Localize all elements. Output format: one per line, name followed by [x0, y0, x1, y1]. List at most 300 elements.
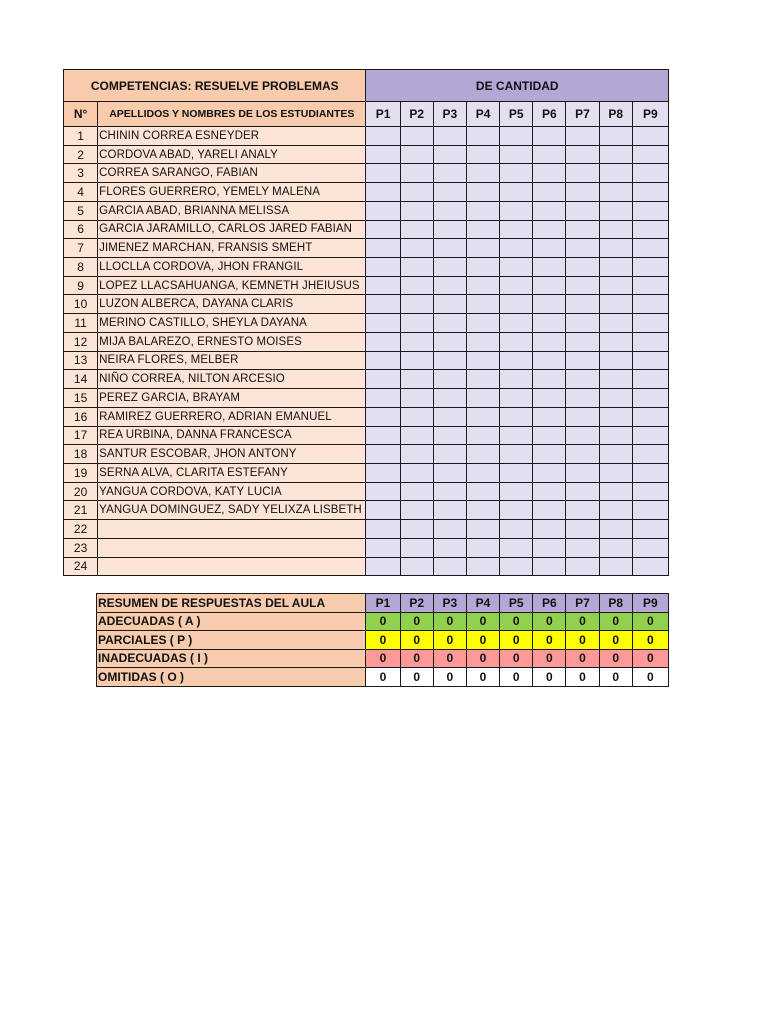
- answer-cell-p8[interactable]: [599, 201, 632, 220]
- student-name: REA URBINA, DANNA FRANCESCA: [98, 426, 366, 445]
- answer-cell-p8[interactable]: [599, 407, 632, 426]
- answer-cell-p6[interactable]: [533, 445, 566, 464]
- answer-cell-p5[interactable]: [500, 145, 533, 164]
- answer-cell-p5[interactable]: [500, 370, 533, 389]
- summary-row: [97, 612, 669, 631]
- answer-cell-p9[interactable]: [632, 351, 668, 370]
- summary-row: [97, 649, 669, 668]
- answer-cell-p6[interactable]: [533, 426, 566, 445]
- summary-count-p2: 0: [400, 649, 433, 668]
- answer-cell-p1[interactable]: [366, 145, 400, 164]
- answer-cell-p4[interactable]: [466, 501, 499, 520]
- summary-count-p2: 0: [400, 612, 433, 631]
- answer-cell-p1[interactable]: [366, 389, 400, 408]
- summary-question-header-6: P6: [533, 594, 566, 613]
- answer-cell-p6[interactable]: [533, 389, 566, 408]
- answer-cell-p5[interactable]: [500, 520, 533, 539]
- answer-cell-p5[interactable]: [500, 482, 533, 501]
- answer-cell-p7[interactable]: [566, 426, 599, 445]
- question-header-1: P1: [366, 102, 400, 127]
- student-row: [64, 295, 669, 314]
- answer-cell-p7[interactable]: [566, 407, 599, 426]
- answer-cell-p8[interactable]: [599, 482, 632, 501]
- summary-table: [96, 593, 669, 687]
- student-number: 15: [64, 389, 98, 408]
- answer-cell-p8[interactable]: [599, 239, 632, 258]
- answer-cell-p7[interactable]: [566, 351, 599, 370]
- answer-cell-p6[interactable]: [533, 276, 566, 295]
- summary-count-p8: 0: [599, 649, 632, 668]
- answer-cell-p7[interactable]: [566, 239, 599, 258]
- answer-cell-p3[interactable]: [433, 351, 466, 370]
- answer-cell-p7[interactable]: [566, 557, 599, 576]
- answer-cell-p1[interactable]: [366, 370, 400, 389]
- answer-cell-p1[interactable]: [366, 557, 400, 576]
- answer-cell-p5[interactable]: [500, 538, 533, 557]
- answer-cell-p7[interactable]: [566, 463, 599, 482]
- student-name: GARCIA ABAD, BRIANNA MELISSA: [98, 201, 366, 220]
- answer-cell-p1[interactable]: [366, 127, 400, 146]
- answer-cell-p5[interactable]: [500, 276, 533, 295]
- answer-cell-p5[interactable]: [500, 407, 533, 426]
- student-row: [64, 407, 669, 426]
- answer-cell-p7[interactable]: [566, 538, 599, 557]
- answer-cell-p7[interactable]: [566, 389, 599, 408]
- question-header-9: P9: [632, 102, 668, 127]
- answer-cell-p9[interactable]: [632, 258, 668, 277]
- answer-cell-p8[interactable]: [599, 426, 632, 445]
- answer-cell-p5[interactable]: [500, 332, 533, 351]
- answer-cell-p8[interactable]: [599, 557, 632, 576]
- answer-cell-p6[interactable]: [533, 407, 566, 426]
- answer-cell-p3[interactable]: [433, 145, 466, 164]
- answer-cell-p9[interactable]: [632, 314, 668, 333]
- student-number: 10: [64, 295, 98, 314]
- answer-cell-p7[interactable]: [566, 332, 599, 351]
- answer-cell-p2[interactable]: [400, 220, 433, 239]
- answer-cell-p6[interactable]: [533, 220, 566, 239]
- answer-cell-p4[interactable]: [466, 145, 499, 164]
- answer-cell-p5[interactable]: [500, 314, 533, 333]
- answer-cell-p2[interactable]: [400, 520, 433, 539]
- answer-cell-p4[interactable]: [466, 538, 499, 557]
- student-name: RAMIREZ GUERRERO, ADRIAN EMANUEL: [98, 407, 366, 426]
- answer-cell-p7[interactable]: [566, 145, 599, 164]
- summary-count-p3: 0: [433, 668, 466, 687]
- summary-count-p1: 0: [366, 668, 400, 687]
- summary-count-p8: 0: [599, 668, 632, 687]
- summary-count-p9: 0: [632, 631, 668, 650]
- answer-cell-p7[interactable]: [566, 501, 599, 520]
- answer-cell-p5[interactable]: [500, 351, 533, 370]
- student-number: 17: [64, 426, 98, 445]
- answer-cell-p5[interactable]: [500, 295, 533, 314]
- answer-cell-p4[interactable]: [466, 276, 499, 295]
- answer-cell-p2[interactable]: [400, 557, 433, 576]
- answer-cell-p8[interactable]: [599, 332, 632, 351]
- student-name: PEREZ GARCIA, BRAYAM: [98, 389, 366, 408]
- answer-cell-p1[interactable]: [366, 220, 400, 239]
- answer-cell-p8[interactable]: [599, 463, 632, 482]
- student-number: 6: [64, 220, 98, 239]
- answer-cell-p7[interactable]: [566, 127, 599, 146]
- answer-cell-p9[interactable]: [632, 164, 668, 183]
- answer-cell-p8[interactable]: [599, 501, 632, 520]
- answer-cell-p4[interactable]: [466, 183, 499, 202]
- summary-row: [97, 668, 669, 687]
- answer-cell-p7[interactable]: [566, 482, 599, 501]
- answer-cell-p8[interactable]: [599, 520, 632, 539]
- answer-cell-p7[interactable]: [566, 445, 599, 464]
- summary-count-p4: 0: [466, 668, 499, 687]
- answer-cell-p6[interactable]: [533, 370, 566, 389]
- summary-row-label: OMITIDAS ( O ): [97, 668, 366, 687]
- answer-cell-p6[interactable]: [533, 183, 566, 202]
- answer-cell-p4[interactable]: [466, 239, 499, 258]
- answer-cell-p1[interactable]: [366, 295, 400, 314]
- summary-count-p2: 0: [400, 668, 433, 687]
- answer-cell-p9[interactable]: [632, 183, 668, 202]
- answer-cell-p2[interactable]: [400, 314, 433, 333]
- answer-cell-p3[interactable]: [433, 445, 466, 464]
- student-row: [64, 183, 669, 202]
- answer-cell-p6[interactable]: [533, 164, 566, 183]
- answer-cell-p8[interactable]: [599, 314, 632, 333]
- answer-cell-p3[interactable]: [433, 220, 466, 239]
- answer-cell-p6[interactable]: [533, 295, 566, 314]
- answer-cell-p2[interactable]: [400, 482, 433, 501]
- answer-cell-p2[interactable]: [400, 445, 433, 464]
- answer-cell-p2[interactable]: [400, 127, 433, 146]
- answer-cell-p4[interactable]: [466, 520, 499, 539]
- answer-cell-p1[interactable]: [366, 183, 400, 202]
- summary-row-label: ADECUADAS ( A ): [97, 612, 366, 631]
- student-name: YANGUA CORDOVA, KATY LUCIA: [98, 482, 366, 501]
- student-number: 18: [64, 445, 98, 464]
- answer-cell-p9[interactable]: [632, 295, 668, 314]
- answer-cell-p9[interactable]: [632, 538, 668, 557]
- answer-cell-p1[interactable]: [366, 463, 400, 482]
- answer-cell-p5[interactable]: [500, 389, 533, 408]
- summary-count-p4: 0: [466, 631, 499, 650]
- answer-cell-p4[interactable]: [466, 445, 499, 464]
- answer-cell-p9[interactable]: [632, 389, 668, 408]
- answer-cell-p3[interactable]: [433, 407, 466, 426]
- student-name: CORREA SARANGO, FABIAN: [98, 164, 366, 183]
- answer-cell-p2[interactable]: [400, 332, 433, 351]
- student-row: [64, 557, 669, 576]
- summary-count-p7: 0: [566, 668, 599, 687]
- student-name: CHININ CORREA ESNEYDER: [98, 127, 366, 146]
- student-row: [64, 482, 669, 501]
- answer-cell-p3[interactable]: [433, 389, 466, 408]
- answer-cell-p4[interactable]: [466, 370, 499, 389]
- answer-cell-p2[interactable]: [400, 389, 433, 408]
- answer-cell-p2[interactable]: [400, 463, 433, 482]
- answer-cell-p4[interactable]: [466, 426, 499, 445]
- answer-cell-p4[interactable]: [466, 482, 499, 501]
- student-number: 13: [64, 351, 98, 370]
- answer-cell-p6[interactable]: [533, 145, 566, 164]
- student-name: NIÑO CORREA, NILTON ARCESIO: [98, 370, 366, 389]
- answer-cell-p9[interactable]: [632, 201, 668, 220]
- answer-cell-p5[interactable]: [500, 445, 533, 464]
- answer-cell-p2[interactable]: [400, 239, 433, 258]
- answer-cell-p6[interactable]: [533, 127, 566, 146]
- answer-cell-p6[interactable]: [533, 201, 566, 220]
- answer-cell-p8[interactable]: [599, 370, 632, 389]
- answer-cell-p7[interactable]: [566, 520, 599, 539]
- answer-cell-p9[interactable]: [632, 127, 668, 146]
- answer-cell-p3[interactable]: [433, 463, 466, 482]
- question-header-7: P7: [566, 102, 599, 127]
- answer-cell-p6[interactable]: [533, 557, 566, 576]
- answer-cell-p1[interactable]: [366, 332, 400, 351]
- answer-cell-p9[interactable]: [632, 445, 668, 464]
- answer-cell-p3[interactable]: [433, 520, 466, 539]
- answer-cell-p3[interactable]: [433, 258, 466, 277]
- answer-cell-p3[interactable]: [433, 239, 466, 258]
- answer-cell-p1[interactable]: [366, 520, 400, 539]
- summary-row-label: INADECUADAS ( I ): [97, 649, 366, 668]
- answer-cell-p2[interactable]: [400, 164, 433, 183]
- answer-cell-p2[interactable]: [400, 183, 433, 202]
- summary-count-p9: 0: [632, 649, 668, 668]
- answer-cell-p2[interactable]: [400, 295, 433, 314]
- answer-cell-p6[interactable]: [533, 258, 566, 277]
- answer-cell-p2[interactable]: [400, 276, 433, 295]
- answer-cell-p7[interactable]: [566, 295, 599, 314]
- answer-cell-p8[interactable]: [599, 145, 632, 164]
- answer-cell-p8[interactable]: [599, 258, 632, 277]
- answer-cell-p1[interactable]: [366, 538, 400, 557]
- summary-count-p3: 0: [433, 631, 466, 650]
- answer-cell-p3[interactable]: [433, 127, 466, 146]
- answer-cell-p3[interactable]: [433, 183, 466, 202]
- answer-cell-p2[interactable]: [400, 370, 433, 389]
- answer-cell-p1[interactable]: [366, 314, 400, 333]
- answer-cell-p9[interactable]: [632, 370, 668, 389]
- student-name: SERNA ALVA, CLARITA ESTEFANY: [98, 463, 366, 482]
- answer-cell-p5[interactable]: [500, 426, 533, 445]
- answer-cell-p4[interactable]: [466, 557, 499, 576]
- names-column-header: APELLIDOS Y NOMBRES DE LOS ESTUDIANTES: [98, 102, 366, 127]
- student-number: 7: [64, 239, 98, 258]
- student-name: MIJA BALAREZO, ERNESTO MOISES: [98, 332, 366, 351]
- answer-cell-p4[interactable]: [466, 463, 499, 482]
- student-name: NEIRA FLORES, MELBER: [98, 351, 366, 370]
- answer-cell-p2[interactable]: [400, 258, 433, 277]
- answer-cell-p4[interactable]: [466, 314, 499, 333]
- answer-cell-p9[interactable]: [632, 482, 668, 501]
- student-number: 12: [64, 332, 98, 351]
- answer-cell-p8[interactable]: [599, 220, 632, 239]
- answer-cell-p9[interactable]: [632, 501, 668, 520]
- answer-cell-p7[interactable]: [566, 201, 599, 220]
- student-name: CORDOVA ABAD, YARELI ANALY: [98, 145, 366, 164]
- student-row: [64, 538, 669, 557]
- student-name: GARCIA JARAMILLO, CARLOS JARED FABIAN: [98, 220, 366, 239]
- answer-cell-p9[interactable]: [632, 407, 668, 426]
- answer-cell-p1[interactable]: [366, 276, 400, 295]
- student-number: 3: [64, 164, 98, 183]
- summary-count-p3: 0: [433, 612, 466, 631]
- answer-cell-p1[interactable]: [366, 482, 400, 501]
- student-name: LOPEZ LLACSAHUANGA, KEMNETH JHEIUSUS: [98, 276, 366, 295]
- answer-cell-p1[interactable]: [366, 258, 400, 277]
- answer-cell-p6[interactable]: [533, 463, 566, 482]
- summary-count-p6: 0: [533, 631, 566, 650]
- answer-cell-p5[interactable]: [500, 220, 533, 239]
- answer-cell-p5[interactable]: [500, 164, 533, 183]
- answer-cell-p4[interactable]: [466, 201, 499, 220]
- answer-cell-p3[interactable]: [433, 557, 466, 576]
- answer-cell-p1[interactable]: [366, 164, 400, 183]
- answer-cell-p1[interactable]: [366, 201, 400, 220]
- answer-cell-p9[interactable]: [632, 557, 668, 576]
- answer-cell-p3[interactable]: [433, 426, 466, 445]
- answer-cell-p2[interactable]: [400, 201, 433, 220]
- answer-cell-p3[interactable]: [433, 276, 466, 295]
- answer-cell-p6[interactable]: [533, 501, 566, 520]
- answer-cell-p4[interactable]: [466, 258, 499, 277]
- answer-cell-p7[interactable]: [566, 314, 599, 333]
- answer-cell-p8[interactable]: [599, 164, 632, 183]
- answer-cell-p7[interactable]: [566, 370, 599, 389]
- answer-cell-p4[interactable]: [466, 351, 499, 370]
- answer-cell-p4[interactable]: [466, 407, 499, 426]
- answer-cell-p3[interactable]: [433, 538, 466, 557]
- answer-cell-p1[interactable]: [366, 501, 400, 520]
- answer-cell-p2[interactable]: [400, 407, 433, 426]
- answer-cell-p3[interactable]: [433, 201, 466, 220]
- answer-cell-p8[interactable]: [599, 183, 632, 202]
- answer-cell-p5[interactable]: [500, 463, 533, 482]
- answer-cell-p3[interactable]: [433, 370, 466, 389]
- answer-cell-p9[interactable]: [632, 463, 668, 482]
- answer-cell-p3[interactable]: [433, 314, 466, 333]
- student-number: 24: [64, 557, 98, 576]
- answer-cell-p3[interactable]: [433, 332, 466, 351]
- answer-cell-p9[interactable]: [632, 332, 668, 351]
- answer-cell-p9[interactable]: [632, 276, 668, 295]
- answer-cell-p7[interactable]: [566, 220, 599, 239]
- question-header-3: P3: [433, 102, 466, 127]
- answer-cell-p6[interactable]: [533, 520, 566, 539]
- student-table: [63, 69, 669, 576]
- summary-count-p6: 0: [533, 649, 566, 668]
- summary-count-p1: 0: [366, 631, 400, 650]
- answer-cell-p8[interactable]: [599, 445, 632, 464]
- answer-cell-p5[interactable]: [500, 557, 533, 576]
- answer-cell-p6[interactable]: [533, 314, 566, 333]
- answer-cell-p5[interactable]: [500, 239, 533, 258]
- answer-cell-p6[interactable]: [533, 482, 566, 501]
- summary-count-p5: 0: [500, 631, 533, 650]
- answer-cell-p9[interactable]: [632, 426, 668, 445]
- question-header-6: P6: [533, 102, 566, 127]
- student-row: [64, 314, 669, 333]
- answer-cell-p1[interactable]: [366, 351, 400, 370]
- answer-cell-p6[interactable]: [533, 332, 566, 351]
- answer-cell-p8[interactable]: [599, 276, 632, 295]
- answer-cell-p7[interactable]: [566, 276, 599, 295]
- answer-cell-p9[interactable]: [632, 220, 668, 239]
- answer-cell-p2[interactable]: [400, 538, 433, 557]
- answer-cell-p8[interactable]: [599, 127, 632, 146]
- student-name: [98, 557, 366, 576]
- answer-cell-p5[interactable]: [500, 183, 533, 202]
- summary-question-header-7: P7: [566, 594, 599, 613]
- answer-cell-p7[interactable]: [566, 183, 599, 202]
- student-number: 19: [64, 463, 98, 482]
- answer-cell-p5[interactable]: [500, 258, 533, 277]
- student-number: 22: [64, 520, 98, 539]
- answer-cell-p3[interactable]: [433, 164, 466, 183]
- summary-count-p7: 0: [566, 612, 599, 631]
- student-row: [64, 520, 669, 539]
- answer-cell-p4[interactable]: [466, 332, 499, 351]
- answer-cell-p5[interactable]: [500, 201, 533, 220]
- answer-cell-p3[interactable]: [433, 501, 466, 520]
- answer-cell-p7[interactable]: [566, 164, 599, 183]
- answer-cell-p3[interactable]: [433, 295, 466, 314]
- answer-cell-p2[interactable]: [400, 426, 433, 445]
- answer-cell-p1[interactable]: [366, 407, 400, 426]
- student-number: 20: [64, 482, 98, 501]
- answer-cell-p4[interactable]: [466, 389, 499, 408]
- student-row: [64, 501, 669, 520]
- answer-cell-p4[interactable]: [466, 295, 499, 314]
- student-row: [64, 220, 669, 239]
- answer-cell-p1[interactable]: [366, 445, 400, 464]
- answer-cell-p2[interactable]: [400, 145, 433, 164]
- answer-cell-p4[interactable]: [466, 127, 499, 146]
- student-number: 16: [64, 407, 98, 426]
- answer-cell-p2[interactable]: [400, 501, 433, 520]
- answer-cell-p3[interactable]: [433, 482, 466, 501]
- answer-cell-p4[interactable]: [466, 220, 499, 239]
- student-row: [64, 351, 669, 370]
- student-number: 21: [64, 501, 98, 520]
- answer-cell-p5[interactable]: [500, 501, 533, 520]
- summary-count-p9: 0: [632, 612, 668, 631]
- answer-cell-p1[interactable]: [366, 426, 400, 445]
- summary-count-p4: 0: [466, 649, 499, 668]
- summary-count-p8: 0: [599, 612, 632, 631]
- answer-cell-p8[interactable]: [599, 389, 632, 408]
- answer-cell-p9[interactable]: [632, 239, 668, 258]
- summary-row: [97, 631, 669, 650]
- answer-cell-p7[interactable]: [566, 258, 599, 277]
- answer-cell-p8[interactable]: [599, 538, 632, 557]
- summary-title: RESUMEN DE RESPUESTAS DEL AULA: [97, 594, 366, 613]
- summary-question-header-1: P1: [366, 594, 400, 613]
- question-header-5: P5: [500, 102, 533, 127]
- answer-cell-p6[interactable]: [533, 351, 566, 370]
- answer-cell-p5[interactable]: [500, 127, 533, 146]
- answer-cell-p2[interactable]: [400, 351, 433, 370]
- answer-cell-p9[interactable]: [632, 520, 668, 539]
- answer-cell-p4[interactable]: [466, 164, 499, 183]
- answer-cell-p1[interactable]: [366, 239, 400, 258]
- answer-cell-p6[interactable]: [533, 538, 566, 557]
- summary-question-header-9: P9: [632, 594, 668, 613]
- answer-cell-p9[interactable]: [632, 145, 668, 164]
- answer-cell-p6[interactable]: [533, 239, 566, 258]
- answer-cell-p8[interactable]: [599, 351, 632, 370]
- answer-cell-p8[interactable]: [599, 295, 632, 314]
